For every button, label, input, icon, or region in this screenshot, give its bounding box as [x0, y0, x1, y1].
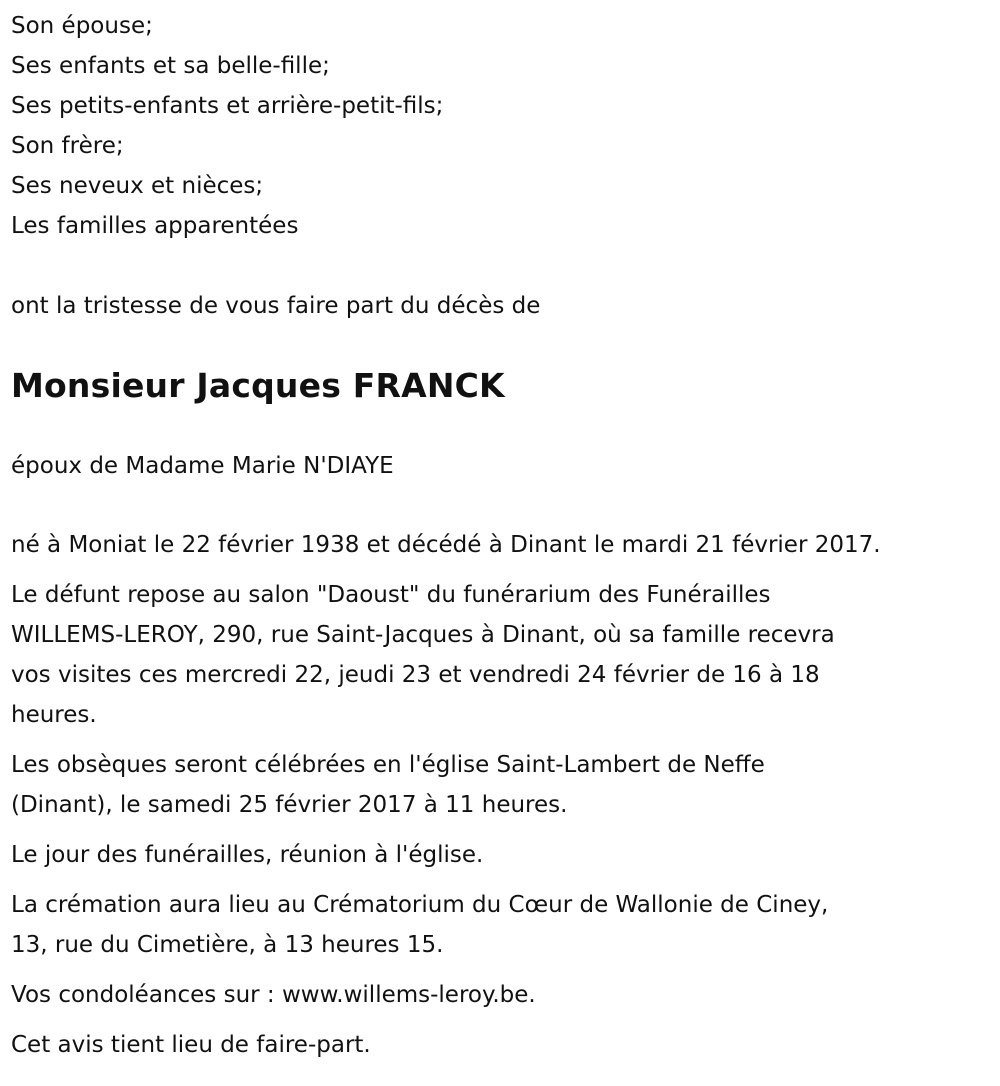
- obseques-line: (Dinant), le samedi 25 février 2017 à 11 heures.: [11, 792, 568, 818]
- obseques-paragraph: [11, 745, 996, 825]
- family-line: Son épouse;: [11, 13, 153, 39]
- repose-paragraph: [11, 575, 996, 735]
- closing-paragraph: [11, 1025, 996, 1065]
- cremation-line: 13, rue du Cimetière, à 13 heures 15.: [11, 932, 444, 958]
- repose-line: WILLEMS-LEROY, 290, rue Saint-Jacques à Dinant, où sa famille recevra: [11, 622, 835, 648]
- family-line: Ses petits-enfants et arrière-petit-fils;: [11, 93, 444, 119]
- details-section: [11, 525, 996, 1065]
- family-line: Ses enfants et sa belle-fille;: [11, 53, 330, 79]
- closing-line: Cet avis tient lieu de faire-part.: [11, 1032, 371, 1058]
- birth-death-paragraph: [11, 525, 996, 565]
- condolences-paragraph: [11, 975, 996, 1015]
- family-line: Ses neveux et nièces;: [11, 173, 264, 199]
- repose-line: heures.: [11, 702, 97, 728]
- obseques-line: Les obsèques seront célébrées en l'église Saint-Lambert de Neffe: [11, 752, 765, 778]
- cremation-line: La crémation aura lieu au Crématorium du Cœur de Wallonie de Ciney,: [11, 892, 829, 918]
- family-list: [11, 6, 996, 246]
- family-line: Son frère;: [11, 133, 124, 159]
- repose-line: vos visites ces mercredi 22, jeudi 23 et vendredi 24 février de 16 à 18: [11, 662, 820, 688]
- death-notice: [11, 6, 996, 1065]
- birth-death-line: né à Moniat le 22 février 1938 et décédé à Dinant le mardi 21 février 2017.: [11, 532, 881, 558]
- spacer: [11, 246, 996, 286]
- reunion-paragraph: [11, 835, 996, 875]
- reunion-line: Le jour des funérailles, réunion à l'église.: [11, 842, 484, 868]
- repose-line: Le défunt repose au salon "Daoust" du funérarium des Funérailles: [11, 582, 771, 608]
- intro-text: ont la tristesse de vous faire part du décès de: [11, 293, 541, 319]
- cremation-paragraph: [11, 885, 996, 965]
- condolences-line: Vos condoléances sur : www.willems-leroy.be.: [11, 982, 536, 1008]
- spouse-line: époux de Madame Marie N'DIAYE: [11, 453, 394, 479]
- family-line: Les familles apparentées: [11, 213, 299, 239]
- deceased-name: Monsieur Jacques FRANCK: [11, 366, 505, 405]
